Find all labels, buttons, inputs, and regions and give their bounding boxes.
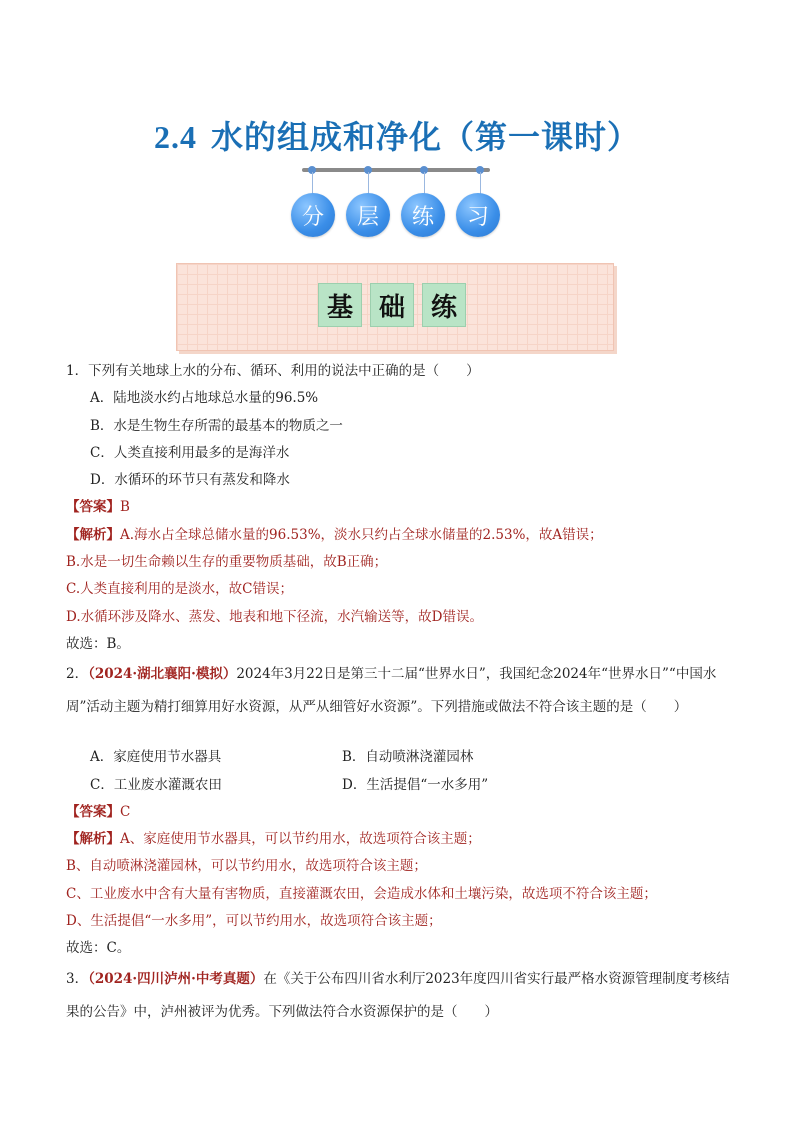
q1-option-c: C．人类直接利用最多的是海洋水: [90, 444, 290, 461]
q2-stem-text: 2024年3月22日是第三十二届“世界水日”，我国纪念2024年“世界水日”“中国水周”活动主题为精打细算用好水资源，从严从细管好水资源”。下列措施或做法不符合该主题的是（ ）: [66, 666, 717, 716]
q1-conclusion: 故选：B。: [66, 635, 130, 652]
q1-stem: 1．下列有关地球上水的分布、循环、利用的说法中正确的是（ ）: [66, 363, 480, 379]
q2-answer: [66, 799, 736, 826]
section-title: 水的组成和净化（第一课时）: [210, 118, 640, 156]
q2-conclusion: 故选：C。: [66, 940, 131, 957]
hanger-string: [480, 172, 481, 194]
q1-option-a: A．陆地淡水约占地球总水量的96.5%: [90, 390, 319, 407]
page-title: [0, 112, 794, 158]
q1-option-d: D．水循环的环节只有蒸发和降水: [90, 472, 290, 489]
q2-option-a: A．家庭使用节水器具: [90, 749, 222, 766]
analysis-text: A.海水占全球总储水量的96.53%，淡水只约占全球水储量的2.53%，故A错误；: [120, 526, 603, 543]
banner-char-chu: 础: [370, 283, 414, 327]
hanger-string: [312, 172, 313, 194]
hanger-string: [424, 172, 425, 194]
q2-option-d: D．生活提倡“一水多用”: [342, 776, 489, 793]
q3-stem-text: 在《关于公布四川省水利厅2023年度四川省实行最严格水资源管理制度考核结果的公告》中，泸州被评为优秀。下列做法符合水资源保护的是（ ）: [66, 970, 730, 1020]
banner-char-ji: 基: [318, 283, 362, 327]
q2-analysis-2: B、自动喷淋浇灌园林，可以节约用水，故选项符合该主题；: [66, 858, 427, 875]
q2-analysis-3: C、工业废水中含有大量有害物质，直接灌溉农田，会造成水体和土壤污染，故选项不符合该主题；: [66, 885, 657, 902]
q1-analysis-2: B.水是一切生命赖以生存的重要物质基础，故B正确；: [66, 554, 388, 571]
q2-analysis-1: [66, 826, 736, 853]
q2-options-row-1: [66, 744, 736, 771]
q3-stem: [66, 963, 736, 1029]
q2-option-b: B．自动喷淋浇灌园林: [342, 749, 474, 766]
q2-source: （2024·湖北襄阳·模拟）: [88, 666, 237, 683]
q2-analysis-4: D、生活提倡“一水多用”，可以节约用水，故选项符合该主题；: [66, 913, 442, 930]
q3-source: （2024·四川泸州·中考真题）: [88, 970, 264, 987]
q2-options-row-2: [66, 772, 736, 799]
q1-analysis-3: C.人类直接利用的是淡水，故C错误；: [66, 581, 293, 598]
answer-label: 【答案】: [66, 803, 120, 820]
analysis-label: 【解析】: [66, 831, 120, 848]
analysis-label: 【解析】: [66, 526, 120, 543]
q1-analysis-4: D.水循环涉及降水、蒸发、地表和地下径流，水汽输送等，故D错误。: [66, 608, 483, 625]
hanger-string: [368, 172, 369, 194]
answer-label: 【答案】: [66, 499, 120, 516]
banner-char-lian: 练: [422, 283, 466, 327]
question-list: [66, 358, 736, 1029]
answer-value: C: [120, 803, 131, 820]
q2-stem: [66, 658, 736, 724]
section-number: 2.4: [153, 119, 197, 155]
q2-option-c: C．工业废水灌溉农田: [90, 776, 222, 793]
hanger-rail: [302, 168, 490, 172]
bubble-lian: 练: [401, 193, 445, 237]
q1-option-b: B．水是生物生存所需的最基本的物质之一: [90, 417, 343, 434]
bubble-fen: 分: [291, 193, 335, 237]
q2-number: 2．: [66, 666, 89, 683]
bubble-ceng: 层: [346, 193, 390, 237]
q1-answer: [66, 494, 736, 521]
answer-value: B: [120, 499, 130, 516]
q3-number: 3．: [66, 970, 89, 987]
q1-analysis-1: [66, 522, 736, 549]
bubble-xi: 习: [456, 193, 500, 237]
analysis-text: A、家庭使用节水器具，可以节约用水，故选项符合该主题；: [120, 831, 481, 848]
